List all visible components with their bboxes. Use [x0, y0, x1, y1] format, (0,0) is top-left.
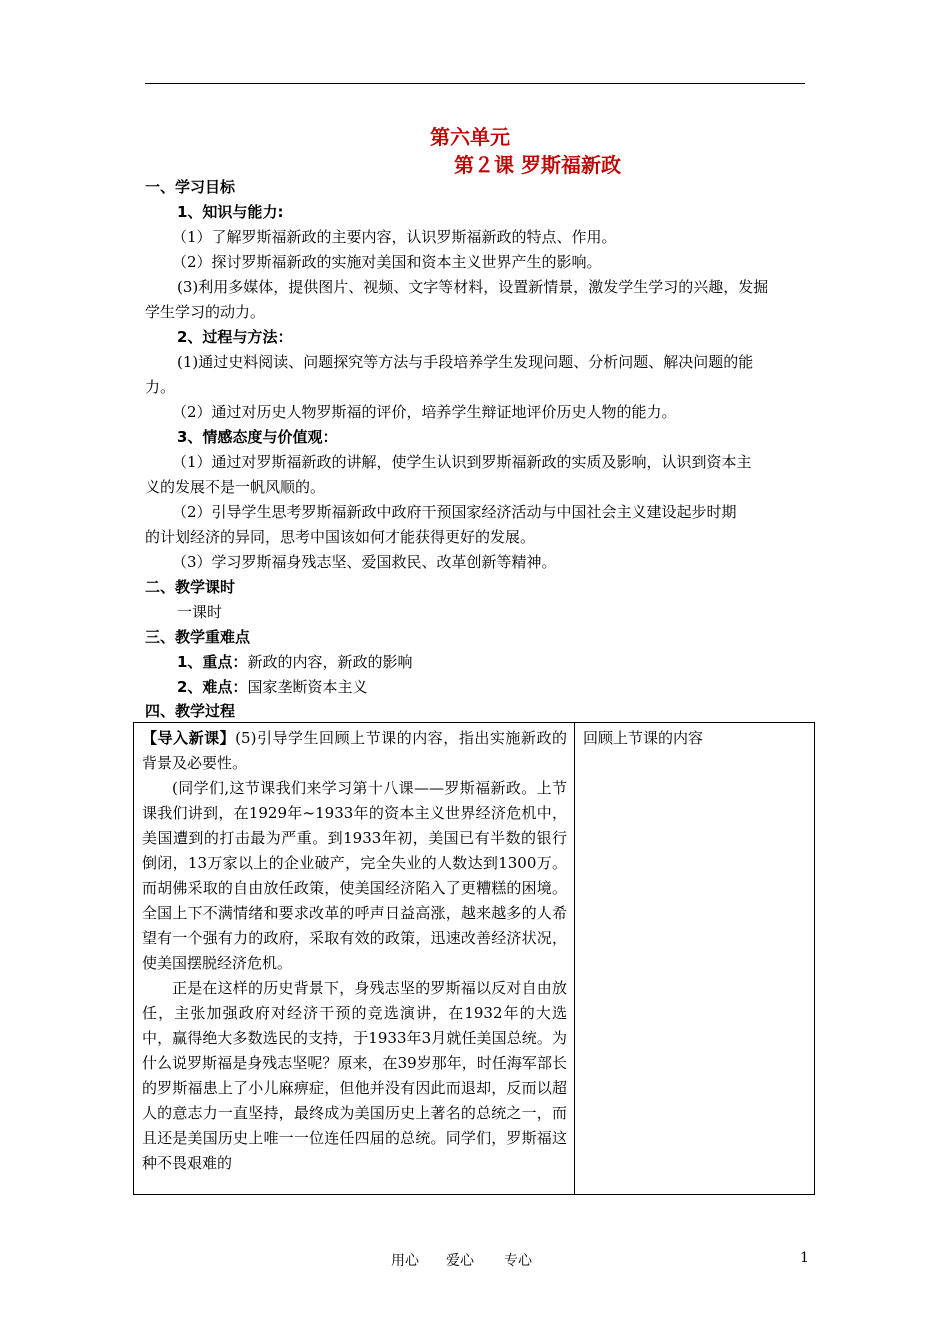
intro-text: (5)引导学生回顾上节课的内容，指出实施新政的背景及必要性。 [142, 729, 567, 772]
text-line: 学生学习的动力。 [145, 303, 266, 321]
key-point-line [177, 652, 412, 672]
text-line: （2）引导学生思考罗斯福新政中政府干预国家经济活动与中国社会主义建设起步时期 [172, 503, 737, 521]
subheading-attitude: 3、情感态度与价值观： [177, 428, 338, 446]
paragraph: (同学们,这节课我们来学习第十八课——罗斯福新政。上节课我们讲到，在1929年~1933年的资本主义世界经济危机中，美国遭到的打击最为严重。到1933年初，美国已有半数的银行倒闭，13万家以上的企业破产，完全失业的人数达到1300万。而胡佛采取的自由放任政策，使美国经济陷入了更糟糕的困境。全国上下不满情绪和要求改革的呼声日益高涨，越来越多的人希望有一个强有力的政府，采取有效的政策，迅速改善经济状况，使美国摆脱经济危机。 [142, 779, 567, 972]
text-line: （2）探讨罗斯福新政的实施对美国和资本主义世界产生的影响。 [172, 253, 602, 271]
difficulty-label: 2、难点： [177, 678, 248, 696]
section-heading-process: 四、教学过程 [145, 702, 236, 720]
table-left-cell [142, 726, 567, 1176]
page-number: 1 [800, 1250, 809, 1266]
subheading-knowledge: 1、知识与能力: [177, 203, 284, 221]
difficulty-line [177, 677, 367, 697]
intro-label: 【导入新课】 [142, 729, 236, 747]
table-right-cell: 回顾上节课的内容 [583, 729, 704, 747]
difficulty-text: 国家垄断资本主义 [247, 678, 368, 696]
text-line: (1)通过史料阅读、问题探究等方法与手段培养学生发现问题、分析问题、解决问题的能 [177, 353, 754, 371]
text-line: 一课时 [177, 603, 223, 621]
subheading-process: 2、过程与方法： [177, 328, 293, 346]
key-point-text: 新政的内容，新政的影响 [247, 653, 413, 671]
section-heading-keypoints: 三、教学重难点 [145, 628, 251, 646]
text-line: 的计划经济的异同，思考中国该如何才能获得更好的发展。 [145, 528, 536, 546]
key-point-label: 1、重点： [177, 653, 248, 671]
lesson-title: 第２课 罗斯福新政 [454, 153, 621, 177]
section-heading-goals: 一、学习目标 [145, 178, 236, 196]
paragraph: 正是在这样的历史背景下，身残志坚的罗斯福以反对自由放任，主张加强政府对经济干预的竞选演讲，在1932年的大选中，赢得绝大多数选民的支持，于1933年3月就任美国总统。为什么说罗斯福是身残志坚呢？原来，在39岁那年，时任海军部长的罗斯福患上了小儿麻痹症，但他并没有因此而退却，反而以超人的意志力一直坚持，最终成为美国历史上著名的总统之一，而且还是美国历史上唯一一位连任四届的总统。同学们，罗斯福这种不畏艰难的 [142, 979, 567, 1172]
text-line: （1）了解罗斯福新政的主要内容，认识罗斯福新政的特点、作用。 [172, 228, 617, 246]
table-column-divider [574, 723, 575, 1194]
footer-item: 专心 [504, 1253, 532, 1269]
footer-item: 用心 [391, 1253, 419, 1269]
text-line: (3)利用多媒体，提供图片、视频、文字等材料，设置新情景，激发学生学习的兴趣，发掘 [177, 278, 769, 296]
text-line: 义的发展不是一帆风顺的。 [145, 478, 326, 496]
text-line: （3）学习罗斯福身残志坚、爱国救民、改革创新等精神。 [172, 553, 557, 571]
header-rule [145, 83, 805, 84]
text-line: （2）通过对历史人物罗斯福的评价，培养学生辩证地评价历史人物的能力。 [172, 403, 677, 421]
text-line: （1）通过对罗斯福新政的讲解，使学生认识到罗斯福新政的实质及影响，认识到资本主 [172, 453, 752, 471]
footer-item: 爱心 [446, 1253, 474, 1269]
section-heading-hours: 二、教学课时 [145, 578, 236, 596]
text-line: 力。 [145, 378, 176, 396]
teaching-process-table [133, 722, 815, 1195]
unit-title: 第六单元 [430, 125, 510, 149]
